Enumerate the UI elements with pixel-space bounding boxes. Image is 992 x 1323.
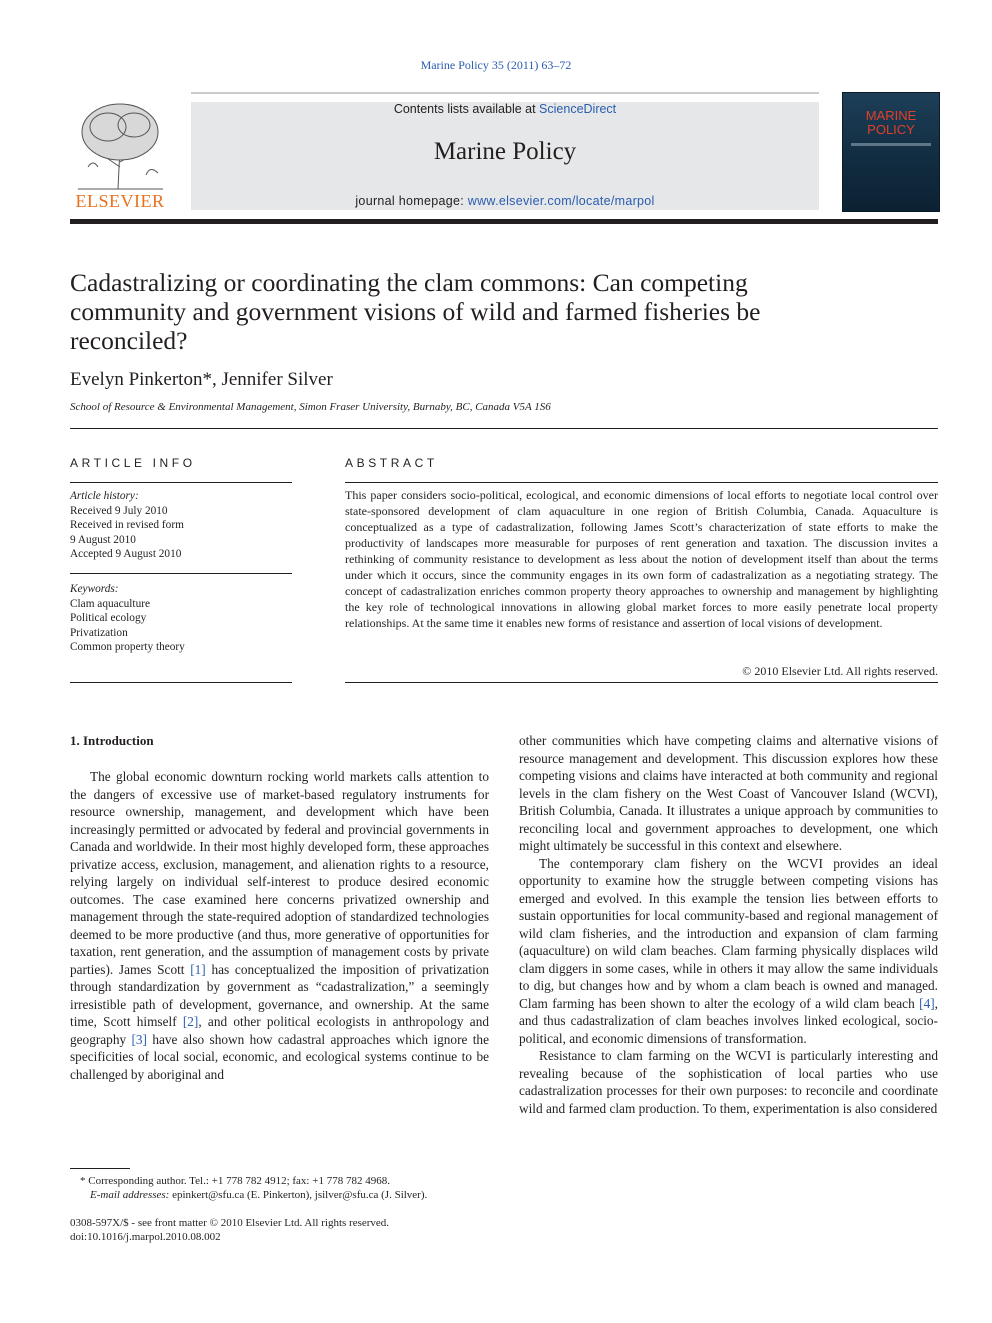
abstract-copyright: © 2010 Elsevier Ltd. All rights reserved. (742, 664, 938, 678)
homepage-link[interactable]: www.elsevier.com/locate/marpol (467, 194, 655, 208)
journal-homepage: journal homepage: www.elsevier.com/locate/marpol (355, 194, 655, 208)
reference-link[interactable]: [4] (919, 995, 935, 1011)
journal-masthead (191, 102, 819, 210)
footnote-rule (70, 1168, 130, 1169)
abstract-end-rule (345, 682, 938, 683)
abstract-rule (345, 482, 938, 483)
keywords (70, 582, 292, 655)
body-column-left (70, 768, 489, 1083)
history-item: Received in revised form (70, 519, 184, 531)
article-info-heading: ARTICLE INFO (70, 456, 196, 470)
masthead-divider (191, 92, 819, 94)
cover-title: MARINE POLICY (865, 108, 917, 137)
journal-cover-image[interactable] (842, 92, 940, 212)
issn-line: 0308-597X/$ - see front matter © 2010 Elsevier Ltd. All rights reserved. (70, 1217, 390, 1229)
history-label: Article history: (70, 490, 139, 502)
paragraph: The contemporary clam fishery on the WCVI provides an ideal opportunity to examine how the struggle between competing visions has emerged and evolved. In this example the tension lies between efforts to sustain opportunities for local community-based and regional management of wild clam fisheries, and the introduction and expansion of clam farming (aquaculture) on wild clam beaches. Clam farming physically displaces wild clam diggers in some cases, while in others it may allow the same individuals to dig, but changes how and by whom a clam beach is owned and managed. Clam farming has been shown to alter the ecology of a wild clam beach [4], and thus cadastralization of clam beaches involves linked ecological, socio-political, and economic dimensions of transformation. (519, 855, 938, 1046)
reference-link[interactable]: [3] (131, 1031, 147, 1047)
history-item: Received 9 July 2010 (70, 504, 168, 517)
keywords-rule (70, 573, 292, 574)
author-name[interactable]: Jennifer Silver (221, 369, 333, 390)
author-list: Evelyn Pinkerton*, Jennifer Silver (70, 369, 333, 390)
article-info-end-rule (70, 682, 292, 683)
abstract-heading: ABSTRACT (345, 456, 438, 470)
reference-link[interactable]: [2] (182, 1014, 199, 1029)
reference-link[interactable]: [1] (190, 961, 206, 977)
article-info-rule (70, 482, 292, 483)
keyword: Political ecology (70, 612, 147, 624)
keyword: Privatization (70, 626, 128, 639)
journal-citation[interactable]: Marine Policy 35 (2011) 63–72 (420, 58, 572, 72)
elsevier-logo (68, 97, 172, 212)
journal-title: Marine Policy (433, 138, 577, 165)
elsevier-tree-icon (68, 97, 172, 192)
email-addresses[interactable]: epinkert@sfu.ca (E. Pinkerton), jsilver@sfu.ca (J. Silver). (169, 1189, 428, 1201)
cover-subtitle-bar (851, 143, 931, 146)
history-item: 9 August 2010 (70, 533, 136, 546)
article-title: Cadastralizing or coordinating the clam commons: Can competing community and government visions of wild and farmed fisheries be reconciled? (70, 268, 761, 355)
corresponding-mark[interactable]: * (202, 369, 212, 390)
paragraph: Resistance to clam farming on the WCVI is particularly interesting and revealing because of the sophistication of local parties who use cadastralization processes for their own purposes: to reconcile and coordinate wild and farmed clam production. To them, experimentation is also considered (519, 1048, 938, 1116)
corresponding-author-note: * Corresponding author. Tel.: +1 778 782 4912; fax: +1 778 782 4968. (80, 1175, 390, 1187)
keywords-label: Keywords: (70, 583, 119, 595)
sciencedirect-link[interactable]: ScienceDirect (539, 102, 617, 116)
paragraph: other communities which have competing claims and alternative visions of resource management and development. This discussion explores how these competing visions and claims have interacted at both community and regional levels in the clam fishery on the West Coast of Vancouver Island (WCVI), British Columbia, Canada. It illustrates a unique approach by communities to reconciling local and government approaches to development, one which might ultimately be successful in this context and elsewhere. (519, 733, 938, 853)
body-column-right (519, 732, 938, 1117)
section-heading-introduction: 1. Introduction (70, 733, 154, 748)
contents-availability: Contents lists available at ScienceDirect (393, 102, 617, 116)
article-history (70, 489, 292, 562)
publisher-name: ELSEVIER (75, 191, 165, 211)
doi-line[interactable]: doi:10.1016/j.marpol.2010.08.002 (70, 1231, 221, 1243)
author-name[interactable]: Evelyn Pinkerton (70, 369, 203, 390)
header-rule (70, 219, 938, 224)
keyword: Clam aquaculture (70, 597, 150, 610)
abstract-text: This paper considers socio-political, ecological, and economic dimensions of local efforts to negotiate local control over state-sponsored development of clam aquaculture in one region of British Columbia, Canada. Aquaculture is conceptualized as a type of cadastralization, following James Scott’s characterization of state efforts to make the productivity of landscapes more measurable for purposes of rent generation and taxation. The discussion invites a rethinking of community resistance to development as less about the notion of development itself than about the terms under which it occurs, since the community engages in its own form of cadastralization as a negotiating strategy. The concept of cadastralization enriches common property theory approaches to ownership and management by highlighting the key role of technological innovations in allowing global market forces to more easily penetrate local property relationships. At the same time it enables new forms of resistance and assertion of local visions of development. (345, 488, 938, 630)
history-item: Accepted 9 August 2010 (70, 548, 182, 560)
title-rule (70, 428, 938, 429)
email-note: E-mail addresses: epinkert@sfu.ca (E. Pinkerton), jsilver@sfu.ca (J. Silver). (90, 1189, 428, 1201)
affiliation: School of Resource & Environmental Management, Simon Fraser University, Burnaby, BC, Canada V5A 1S6 (70, 401, 551, 413)
keyword: Common property theory (70, 641, 185, 653)
paragraph: The global economic downturn rocking world markets calls attention to the dangers of excessive use of market-based regulatory instruments for resource ownership, management, and development which have been increasingly permitted or advocated by federal and provincial governments in Canada and worldwide. In their most highly developed form, these approaches privatize access, exclusion, management, and alienation rights to a resource, relying largely on individual self-interest to produce desired economic outcomes. The case examined here concerns privatized ownership and management through the state-required adoption of standardized technologies deemed to be more productive (and thus, more generative of opportunities for taxation, rent generation, and the assumption of management costs by private parties). James Scott [1] has conceptualized the imposition of privatization through standardization by government as “cadastralization,” a seemingly irresistible path of development, governance, and ownership. At the same time, Scott himself [2], and other political ecologists in anthropology and geography [3] have also shown how cadastral approaches which ignore the specificities of local social, economic, and ecological systems continue to be challenged by aboriginal and (70, 769, 489, 1082)
